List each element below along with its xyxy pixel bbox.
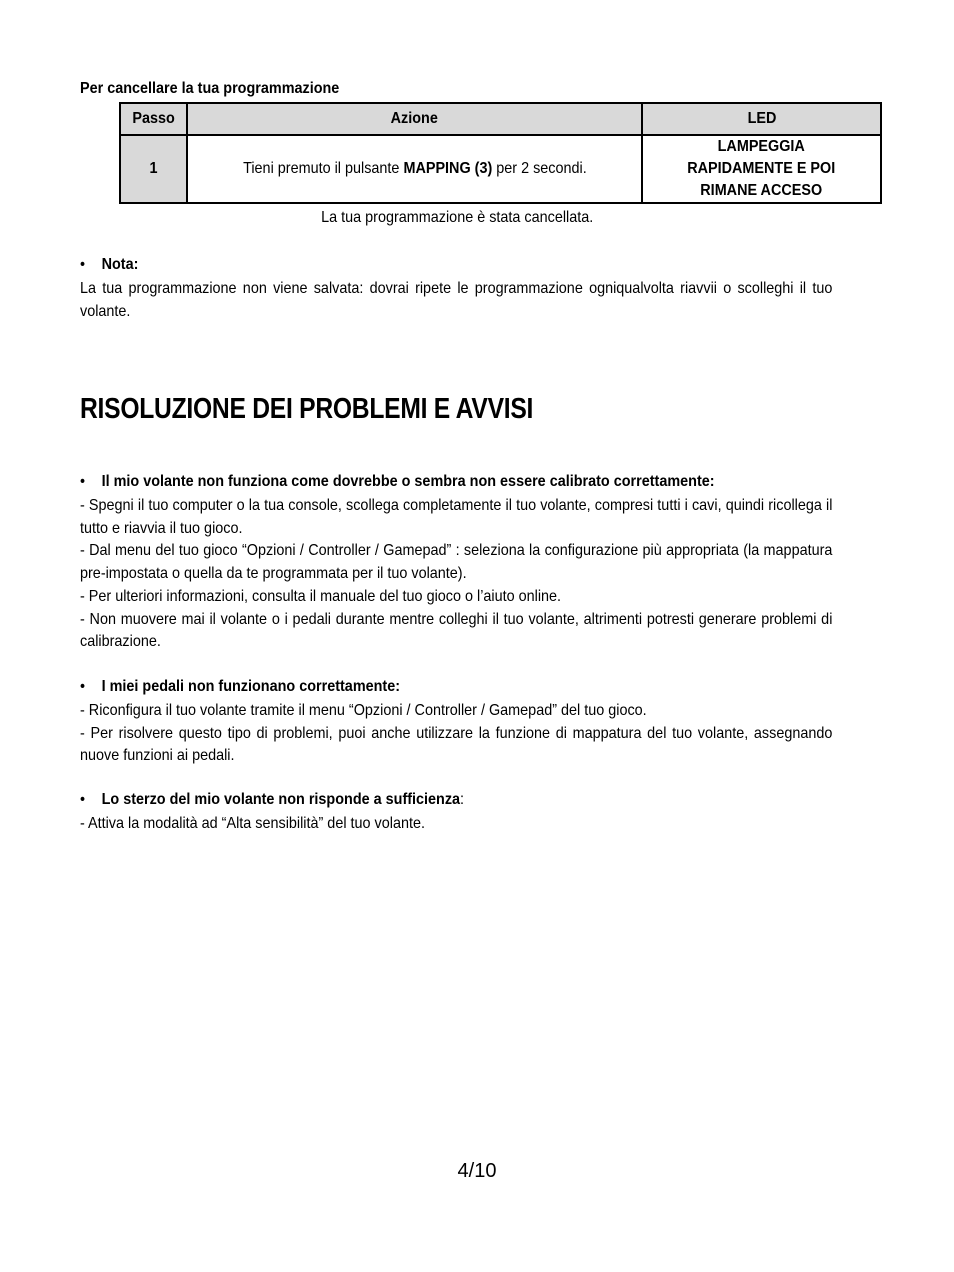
note-text: La tua programmazione non viene salvata: dovrai ripete le programmazione ogniqualvolta riavvii o scolleghi il tuo volante. xyxy=(80,280,833,320)
step-action xyxy=(187,135,642,203)
list-item: - Dal menu del tuo gioco “Opzioni / Controller / Gamepad” : seleziona la configurazione più appropriata (la mappatura pre-impostata o quella da te programmata per il tuo volante). xyxy=(80,542,833,583)
table-header-row xyxy=(120,103,881,135)
issue-text xyxy=(80,813,832,836)
issue-text xyxy=(80,495,832,654)
header-led: LED xyxy=(642,103,881,135)
reset-steps-table xyxy=(119,102,882,204)
list-item: - Riconfigura il tuo volante tramite il menu “Opzioni / Controller / Gamepad” del tuo gioco. xyxy=(80,702,647,719)
page-number: 4/10 xyxy=(457,1160,497,1182)
table-caption: La tua programmazione è stata cancellata. xyxy=(320,209,594,226)
table-row xyxy=(120,135,881,203)
bullet-icon: • xyxy=(80,791,86,808)
action-text-prefix: Tieni premuto il pulsante xyxy=(242,160,404,177)
header-step: Passo xyxy=(120,103,187,135)
list-item: - Non muovere mai il volante o i pedali durante mentre colleghi il tuo volante, altrimenti potresti generare problemi di calibrazione. xyxy=(80,610,833,651)
issue-title: • Il mio volante non funziona come dovrebbe o sembra non essere calibrato correttamente: xyxy=(80,473,715,490)
list-item: - Spegni il tuo computer o la tua console, scollega completamente il tuo volante, compresi tutti i cavi, quindi ricollega il tutto e riavvia il tuo gioco. xyxy=(80,497,833,537)
header-action: Azione xyxy=(187,103,642,135)
bullet-icon: • xyxy=(80,256,86,273)
note-heading: • Nota: xyxy=(80,256,139,273)
mapping-button-label: MAPPING (3) xyxy=(403,160,492,177)
troubleshooting-heading: RISOLUZIONE DEI PROBLEMI E AVVISI xyxy=(80,393,534,425)
bullet-icon: • xyxy=(80,678,86,695)
issue-title: • Lo sterzo del mio volante non risponde a sufficienza: xyxy=(80,791,465,808)
issue-title: • I miei pedali non funzionano correttamente: xyxy=(80,678,401,695)
list-item: - Per ulteriori informazioni, consulta il manuale del tuo gioco o l’aiuto online. xyxy=(80,587,562,605)
section-subtitle: Per cancellare la tua programmazione xyxy=(80,80,340,97)
led-status: LAMPEGGIA RAPIDAMENTE E POI RIMANE ACCESO xyxy=(642,135,881,203)
bullet-icon: • xyxy=(80,473,86,490)
action-text-suffix: per 2 secondi. xyxy=(491,160,587,177)
list-item: - Per risolvere questo tipo di problemi, puoi anche utilizzare la funzione di mappatura del tuo volante, assegnando nuove funzioni ai pedali. xyxy=(80,724,833,765)
list-item: - Attiva la modalità ad “Alta sensibilità” del tuo volante. xyxy=(80,815,425,832)
issue-text xyxy=(80,700,832,768)
step-number: 1 xyxy=(120,135,187,203)
